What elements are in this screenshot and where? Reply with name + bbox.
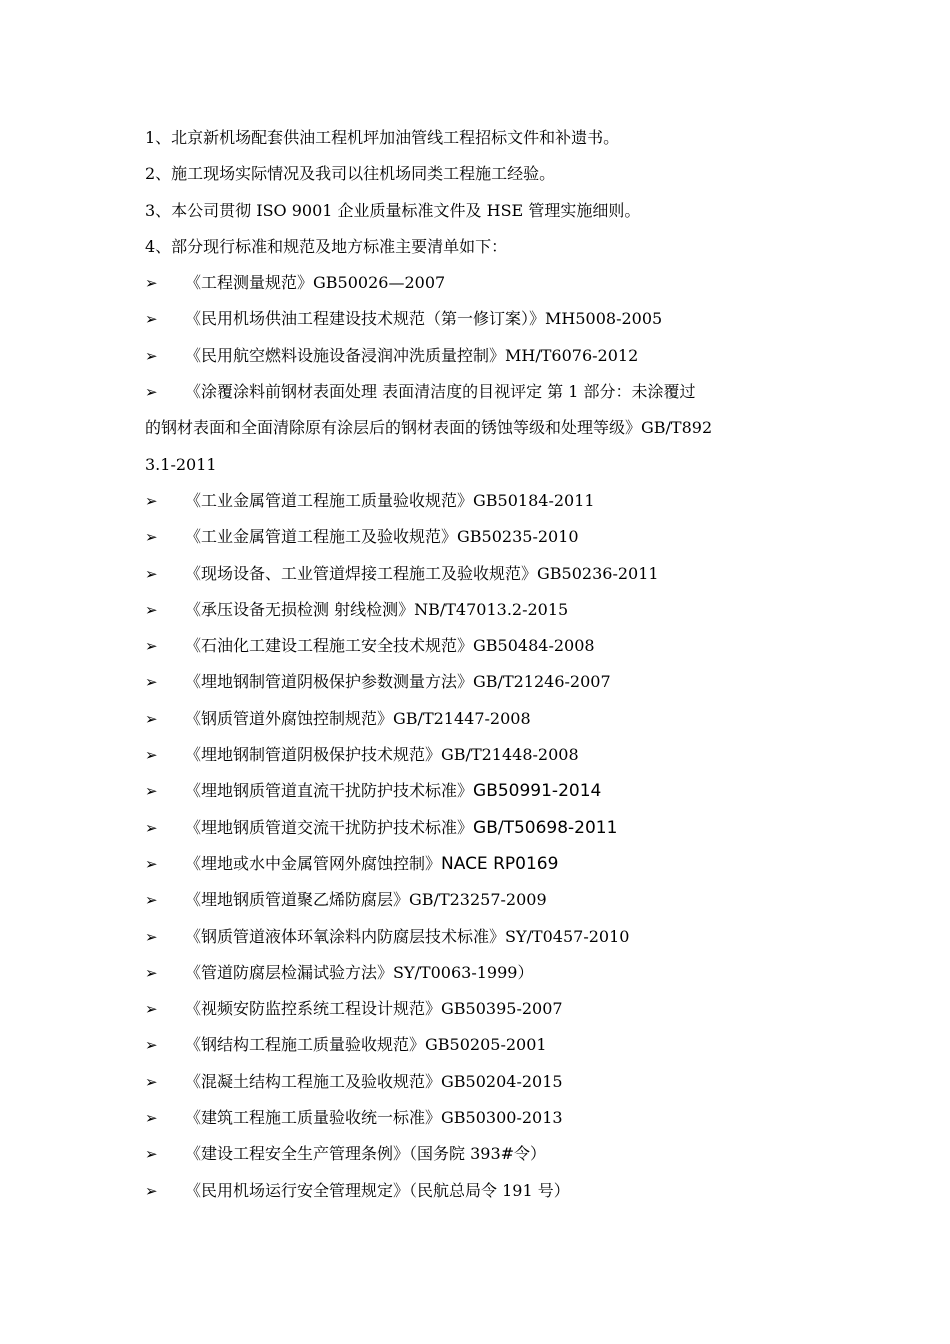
standard-item xyxy=(145,991,815,1027)
arrow-bullet-icon: ➢ xyxy=(145,1072,158,1091)
standard-item xyxy=(145,628,815,664)
arrow-bullet-icon: ➢ xyxy=(145,1000,158,1019)
arrow-bullet-icon: ➢ xyxy=(145,1181,158,1200)
arrow-bullet-icon: ➢ xyxy=(145,746,158,765)
standard-code: GB50300-2013 xyxy=(441,1108,563,1128)
standard-code-continuation: 3.1-2011 xyxy=(145,454,217,474)
standard-title: 《建筑工程施工质量验收统一标准》 xyxy=(185,1108,442,1128)
standard-title: 《承压设备无损检测 射线检测》 xyxy=(185,599,415,619)
standard-item xyxy=(145,810,815,846)
standard-title: 《埋地或水中金属管网外腐蚀控制》 xyxy=(185,853,442,873)
standard-title: 《埋地钢质管道聚乙烯防腐层》 xyxy=(185,890,410,910)
standard-title: 《现场设备、工业管道焊接工程施工及验收规范》 xyxy=(185,563,538,583)
standard-title: 《埋地钢制管道阴极保护参数测量方法》 xyxy=(185,672,474,692)
standard-item xyxy=(145,1027,815,1063)
standard-code: NACE RP0169 xyxy=(441,853,559,874)
standard-title: 《工业金属管道工程施工及验收规范》 xyxy=(185,527,458,547)
arrow-bullet-icon: ➢ xyxy=(145,927,158,946)
standard-title: 《埋地钢质管道交流干扰防护技术标准》 xyxy=(185,817,474,837)
arrow-bullet-icon: ➢ xyxy=(145,673,158,692)
standard-title: 《民用航空燃料设施设备浸润冲洗质量控制》 xyxy=(185,345,506,365)
standard-code: NB/T47013.2-2015 xyxy=(414,599,569,619)
standard-code: GB50204-2015 xyxy=(441,1071,563,1091)
standard-code: GB50484-2008 xyxy=(473,636,595,656)
standard-item xyxy=(145,301,815,337)
standard-code: GB50205-2001 xyxy=(425,1035,547,1055)
arrow-bullet-icon: ➢ xyxy=(145,1145,158,1164)
standard-code: SY/T0457-2010 xyxy=(505,926,630,946)
standard-title: 《涂覆涂料前钢材表面处理 表面清洁度的目视评定 第 1 部分：未涂覆过 xyxy=(185,382,696,402)
intro-line-4: 4、部分现行标准和规范及地方标准主要清单如下： xyxy=(145,236,508,256)
standard-title: 《管道防腐层检漏试验方法》 xyxy=(185,962,394,982)
standard-code: MH5008-2005 xyxy=(545,309,663,329)
standard-item xyxy=(145,882,815,918)
arrow-bullet-icon: ➢ xyxy=(145,528,158,547)
standard-code: GB/T21447-2008 xyxy=(393,708,531,728)
arrow-bullet-icon: ➢ xyxy=(145,818,158,837)
standard-code: GB50184-2011 xyxy=(473,490,595,510)
standard-code: GB/T21246-2007 xyxy=(473,672,611,692)
standard-title: 《钢质管道液体环氧涂料内防腐层技术标准》 xyxy=(185,926,506,946)
standard-item xyxy=(145,773,815,809)
standard-item xyxy=(145,737,815,773)
standard-item xyxy=(145,265,815,301)
standard-code: GB50991-2014 xyxy=(473,781,602,802)
standard-title: 《民用机场供油工程建设技术规范（第一修订案）》 xyxy=(185,309,546,329)
standard-item xyxy=(145,701,815,737)
arrow-bullet-icon: ➢ xyxy=(145,891,158,910)
standard-title: 《埋地钢制管道阴极保护技术规范》 xyxy=(185,745,442,765)
standard-code: GB50235-2010 xyxy=(457,527,579,547)
standard-code: （国务院 393#令） xyxy=(409,1144,547,1164)
standard-item xyxy=(145,846,815,882)
arrow-bullet-icon: ➢ xyxy=(145,782,158,801)
standard-code: （民航总局令 191 号） xyxy=(409,1180,570,1200)
standard-item xyxy=(145,1064,815,1100)
arrow-bullet-icon: ➢ xyxy=(145,1036,158,1055)
arrow-bullet-icon: ➢ xyxy=(145,854,158,873)
standard-title: 《民用机场运行安全管理规定》 xyxy=(185,1180,410,1200)
arrow-bullet-icon: ➢ xyxy=(145,310,158,329)
arrow-bullet-icon: ➢ xyxy=(145,637,158,656)
arrow-bullet-icon: ➢ xyxy=(145,274,158,293)
intro-line-3: 3、本公司贯彻 ISO 9001 企业质量标准文件及 HSE 管理实施细则。 xyxy=(145,200,641,220)
standard-title: 《混凝土结构工程施工及验收规范》 xyxy=(185,1071,442,1091)
standard-item xyxy=(145,483,815,519)
intro-line-2: 2、施工现场实际情况及我司以往机场同类工程施工经验。 xyxy=(145,164,556,184)
standard-title: 《工程测量规范》 xyxy=(185,273,314,293)
arrow-bullet-icon: ➢ xyxy=(145,383,158,402)
standard-title: 《埋地钢质管道直流干扰防护技术标准》 xyxy=(185,781,474,801)
arrow-bullet-icon: ➢ xyxy=(145,346,158,365)
arrow-bullet-icon: ➢ xyxy=(145,600,158,619)
standard-item xyxy=(145,519,815,555)
standard-item xyxy=(145,1173,815,1209)
arrow-bullet-icon: ➢ xyxy=(145,963,158,982)
standard-title: 《建设工程安全生产管理条例》 xyxy=(185,1144,410,1164)
standard-item xyxy=(145,556,815,592)
standard-title: 《钢质管道外腐蚀控制规范》 xyxy=(185,708,394,728)
standard-code: GB/T50698-2011 xyxy=(473,817,618,838)
standard-code: GB/T23257-2009 xyxy=(409,890,547,910)
standard-code: GB50395-2007 xyxy=(441,999,563,1019)
standard-code: MH/T6076-2012 xyxy=(505,345,639,365)
standard-title: 《石油化工建设工程施工安全技术规范》 xyxy=(185,636,474,656)
standard-code: GB/T21448-2008 xyxy=(441,745,579,765)
arrow-bullet-icon: ➢ xyxy=(145,1109,158,1128)
standard-item xyxy=(145,664,815,700)
standard-title: 《视频安防监控系统工程设计规范》 xyxy=(185,999,442,1019)
standard-title: 《工业金属管道工程施工质量验收规范》 xyxy=(185,490,474,510)
standard-item xyxy=(145,919,815,955)
arrow-bullet-icon: ➢ xyxy=(145,491,158,510)
standard-item xyxy=(145,1136,815,1172)
standard-item xyxy=(145,592,815,628)
standard-item-multiline xyxy=(145,374,815,410)
intro-line-1: 1、北京新机场配套供油工程机坪加油管线工程招标文件和补遗书。 xyxy=(145,128,620,147)
standard-item xyxy=(145,1100,815,1136)
arrow-bullet-icon: ➢ xyxy=(145,709,158,728)
standard-code: GB50026—2007 xyxy=(313,273,446,293)
standard-code: GB50236-2011 xyxy=(537,563,659,583)
standard-item xyxy=(145,338,815,374)
standard-title: 《钢结构工程施工质量验收规范》 xyxy=(185,1035,426,1055)
arrow-bullet-icon: ➢ xyxy=(145,564,158,583)
standard-title-continuation: 的钢材表面和全面清除原有涂层后的钢材表面的锈蚀等级和处理等级》GB/T892 xyxy=(145,418,713,438)
standard-code: SY/T0063-1999） xyxy=(393,962,534,982)
standard-item xyxy=(145,955,815,991)
document-page xyxy=(145,120,815,1209)
